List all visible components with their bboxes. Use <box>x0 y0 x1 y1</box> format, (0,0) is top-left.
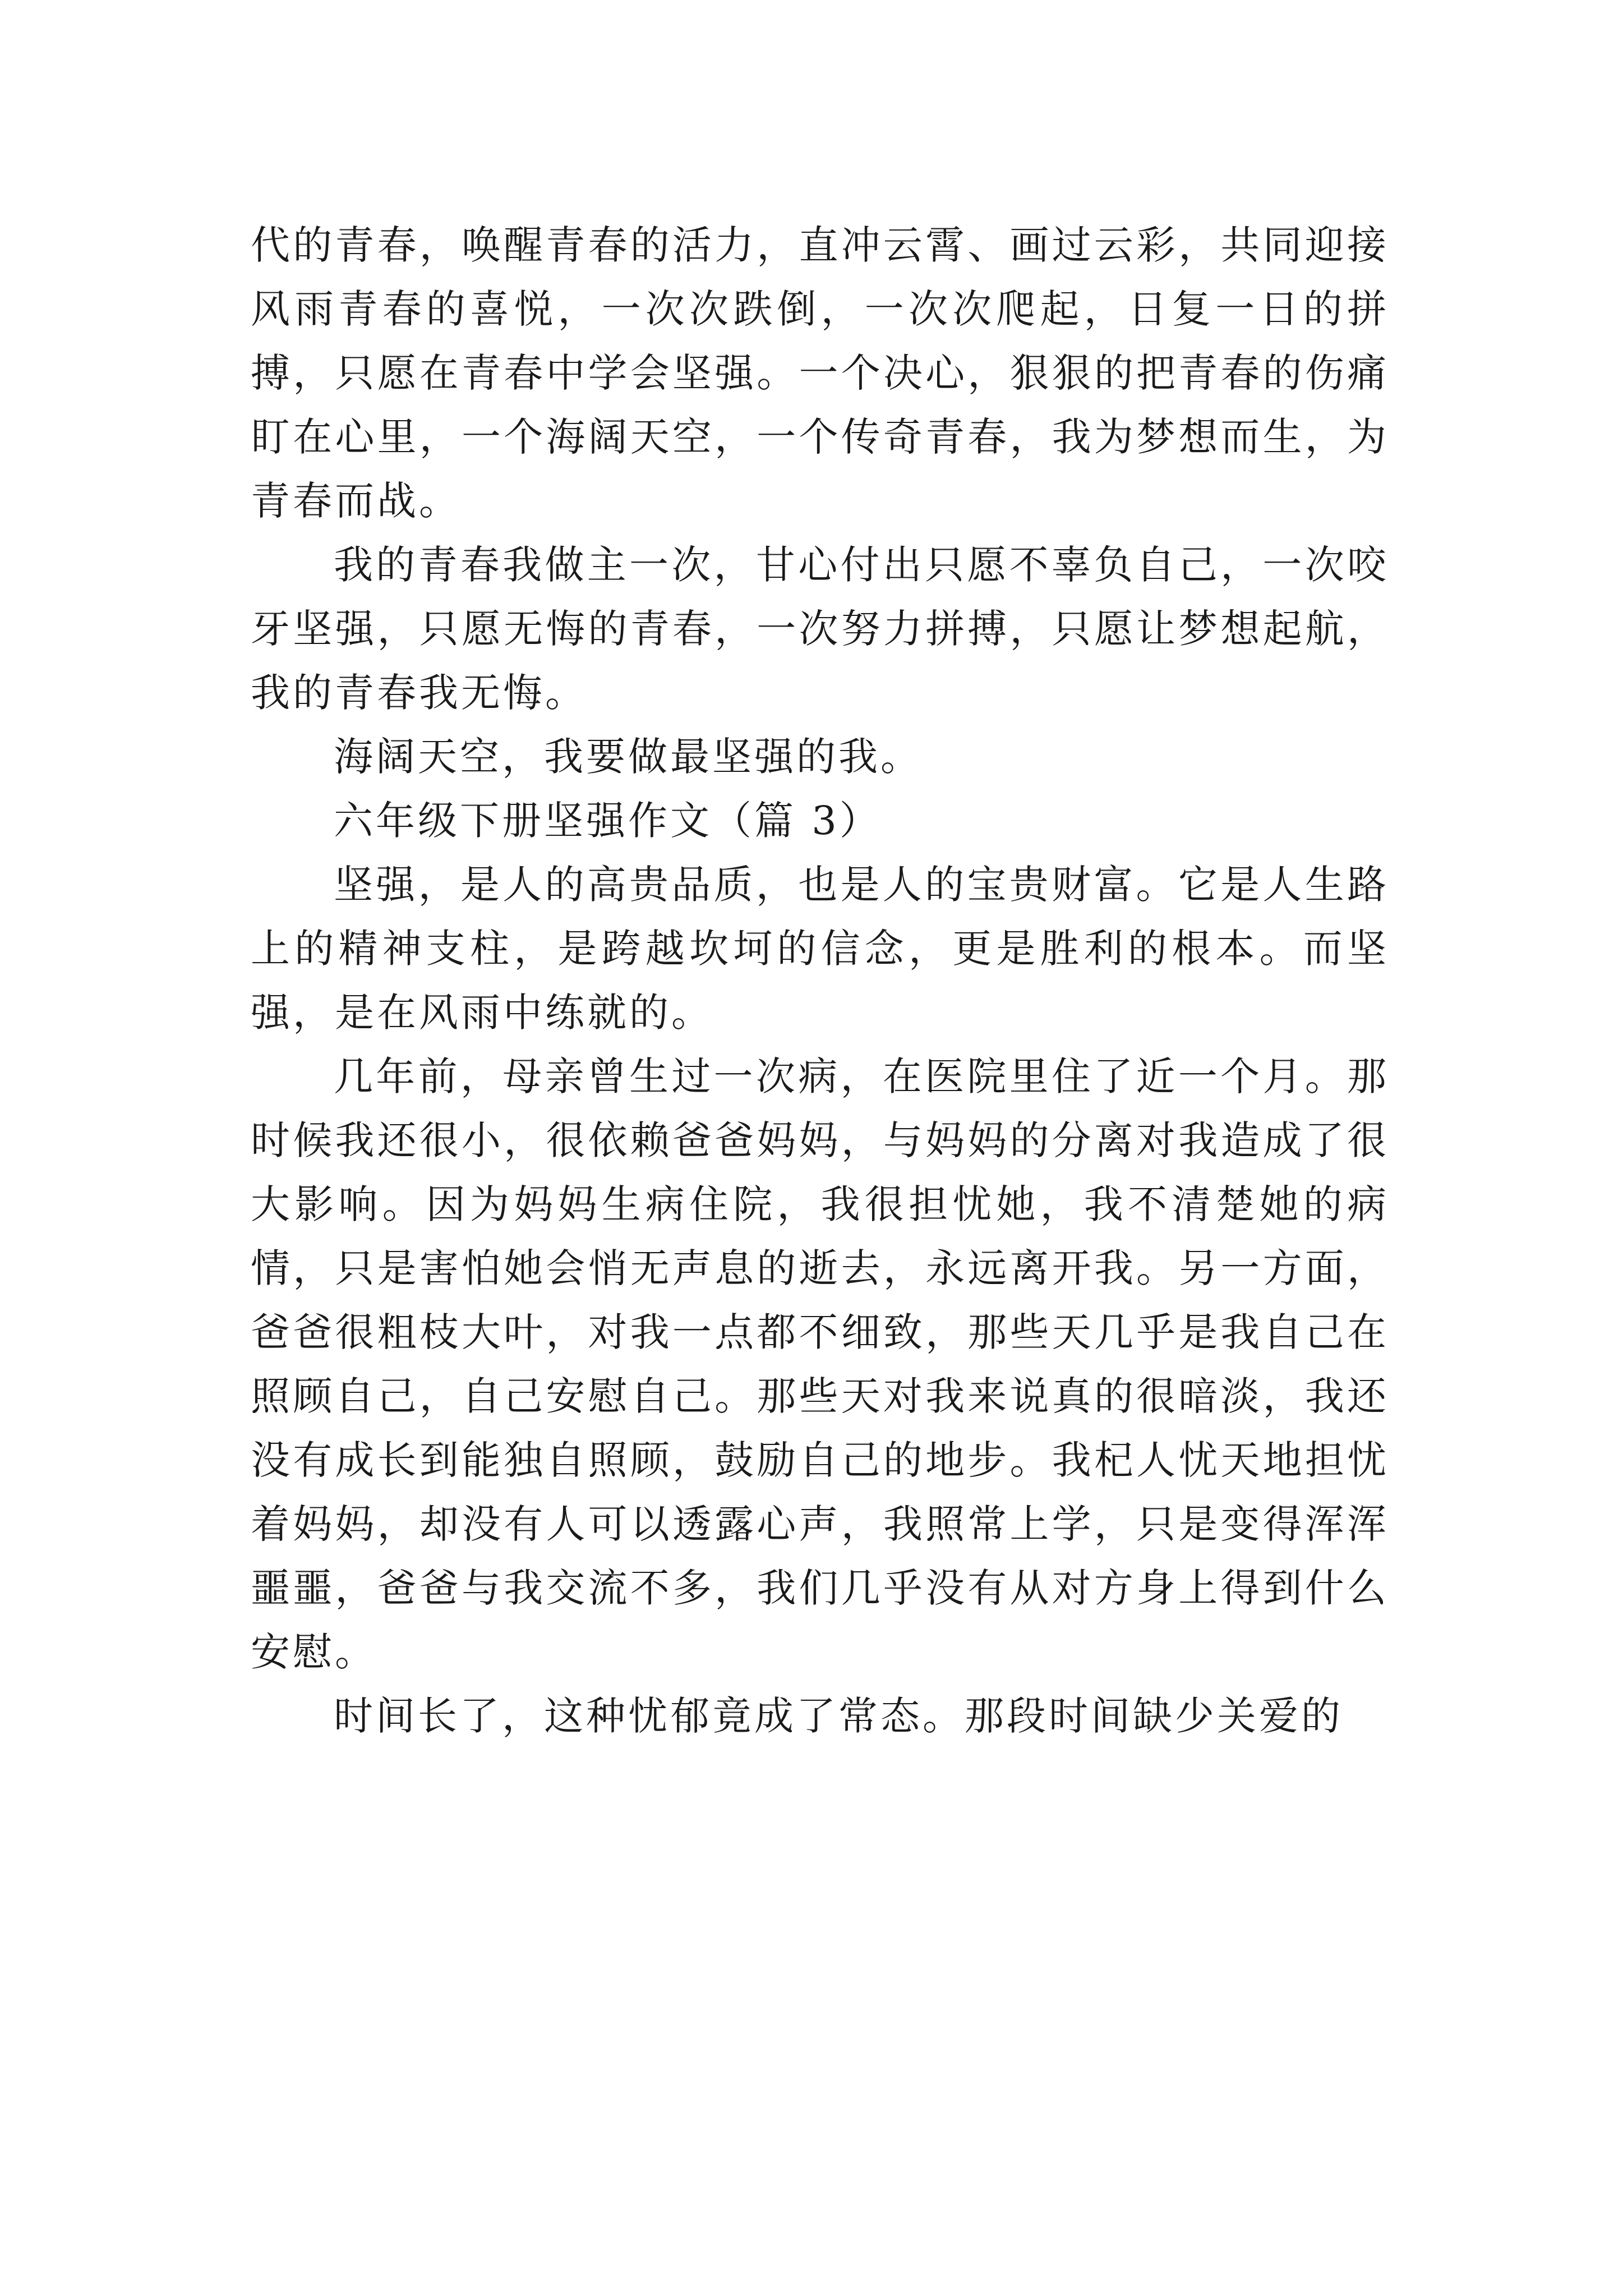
paragraph: 几年前，母亲曾生过一次病，在医院里住了近一个月。那时候我还很小，很依赖爸爸妈妈，与妈妈的分离对我造成了很大影响。因为妈妈生病住院，我很担忧她，我不清楚她的病情，只是害怕她会悄无声息的逝去，永远离开我。另一方面，爸爸很粗枝大叶，对我一点都不细致，那些天几乎是我自己在照顾自己，自己安慰自己。那些天对我来说真的很暗淡，我还没有成长到能独自照顾，鼓励自己的地步。我杞人忧天地担忧着妈妈，却没有人可以透露心声，我照常上学，只是变得浑浑噩噩，爸爸与我交流不多，我们几乎没有从对方身上得到什么安慰。 <box>251 1053 1389 1675</box>
paragraph: 代的青春，唤醒青春的活力，直冲云霄、画过云彩，共同迎接风雨青春的喜悦，一次次跌倒，一次次爬起，日复一日的拼搏，只愿在青春中学会坚强。一个决心，狠狠的把青春的伤痛盯在心里，一个海阔天空，一个传奇青春，我为梦想而生，为青春而战。 <box>251 222 1389 524</box>
section-heading: 六年级下册坚强作文（篇 3） <box>334 798 882 844</box>
paragraph: 海阔天空，我要做最坚强的我。 <box>334 734 923 780</box>
document-body <box>251 213 1389 1748</box>
paragraph: 坚强，是人的高贵品质，也是人的宝贵财富。它是人生路上的精神支柱，是跨越坎坷的信念，更是胜利的根本。而坚强，是在风雨中练就的。 <box>251 862 1389 1036</box>
paragraph: 时间长了，这种忧郁竟成了常态。那段时间缺少关爱的 <box>334 1693 1343 1739</box>
paragraph: 我的青春我做主一次，甘心付出只愿不辜负自己，一次咬牙坚强，只愿无悔的青春，一次努力拼搏，只愿让梦想起航，我的青春我无悔。 <box>251 542 1389 716</box>
